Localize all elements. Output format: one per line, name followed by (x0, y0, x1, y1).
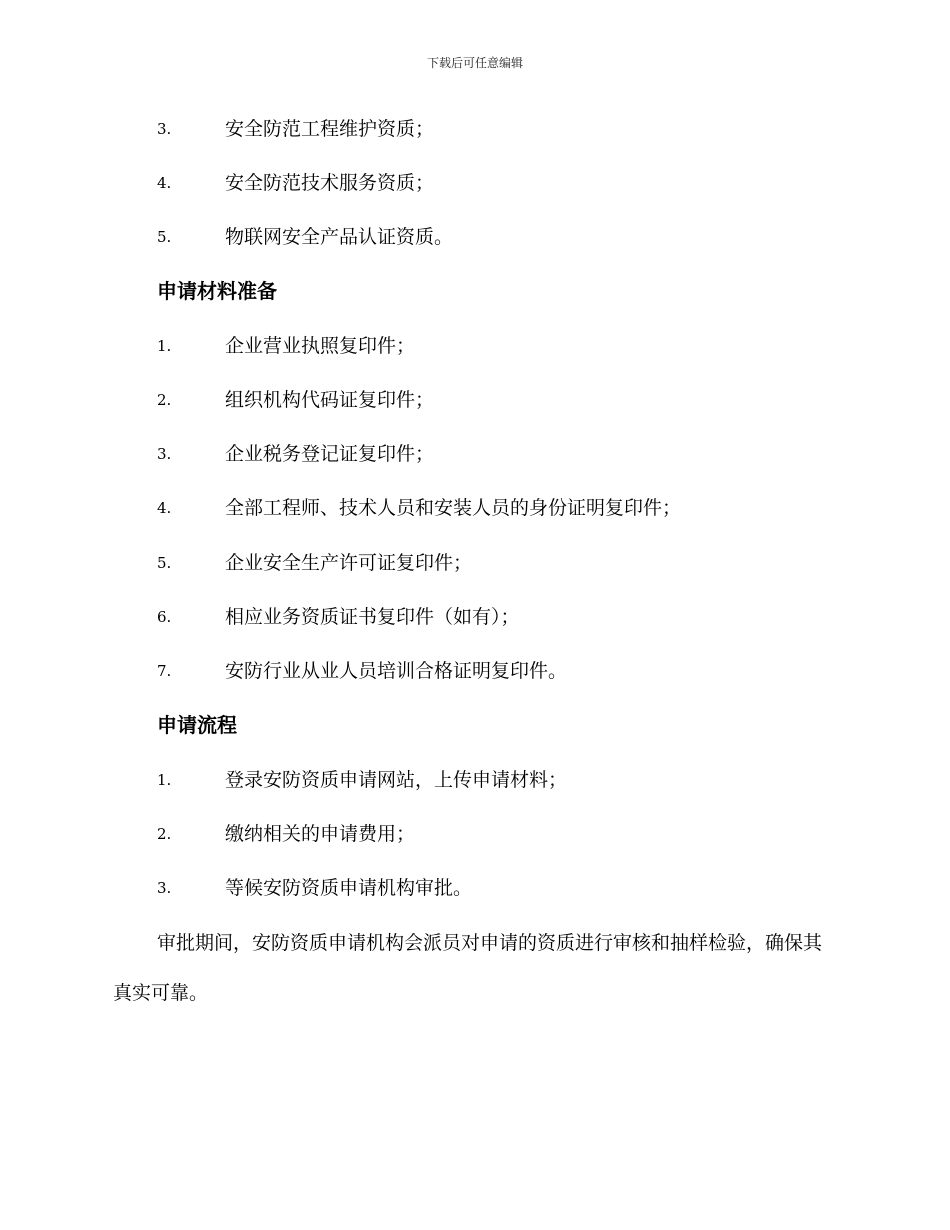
list-item-text: 企业营业执照复印件； (225, 335, 416, 357)
list-item (0, 873, 950, 903)
list-item (0, 548, 950, 578)
list-item-number: 3. (157, 879, 172, 897)
list-item (0, 439, 950, 469)
list-item-text: 组织机构代码证复印件； (225, 389, 435, 411)
list-item-number: 7. (157, 662, 172, 680)
list-item-text: 物联网安全产品认证资质。 (225, 226, 454, 248)
list-item (0, 656, 950, 686)
list-item-text: 缴纳相关的申请费用； (225, 823, 416, 845)
list-item-text: 安全防范工程维护资质； (225, 118, 435, 140)
closing-paragraph: 审批期间，安防资质申请机构会派员对申请的资质进行审核和抽样检验，确保其真实可靠。 (113, 932, 823, 1004)
list-item-text: 安全防范技术服务资质； (225, 172, 435, 194)
list-item-number: 3. (157, 445, 172, 463)
list-item-text: 相应业务资质证书复印件（如有）； (225, 606, 520, 628)
list-item (0, 385, 950, 415)
section-heading-process: 申请流程 (157, 713, 237, 737)
list-item-number: 4. (157, 499, 172, 517)
list-item-number: 2. (157, 825, 172, 843)
list-item-number: 6. (157, 608, 172, 626)
list-item (0, 222, 950, 252)
list-item-number: 1. (157, 337, 172, 355)
list-item (0, 331, 950, 361)
list-item (0, 493, 950, 523)
list-item-text: 等候安防资质申请机构审批。 (225, 877, 473, 899)
list-item-number: 1. (157, 771, 172, 789)
list-item-text: 企业税务登记证复印件； (225, 443, 435, 465)
section-heading-materials: 申请材料准备 (157, 279, 277, 303)
list-item (0, 168, 950, 198)
list-item (0, 819, 950, 849)
list-item-number: 5. (157, 554, 172, 572)
list-item (0, 765, 950, 795)
list-item-text: 登录安防资质申请网站，上传申请材料； (225, 769, 568, 791)
list-item (0, 114, 950, 144)
list-item-text: 安防行业从业人员培训合格证明复印件。 (225, 660, 568, 682)
list-item-number: 2. (157, 391, 172, 409)
list-item-text: 企业安全生产许可证复印件； (225, 552, 473, 574)
list-item (0, 602, 950, 632)
page-header: 下载后可任意编辑 (426, 56, 523, 70)
list-item-number: 5. (157, 228, 172, 246)
list-item-number: 3. (157, 120, 172, 138)
list-item-text: 全部工程师、技术人员和安装人员的身份证明复印件； (225, 497, 682, 519)
list-item-number: 4. (157, 174, 172, 192)
